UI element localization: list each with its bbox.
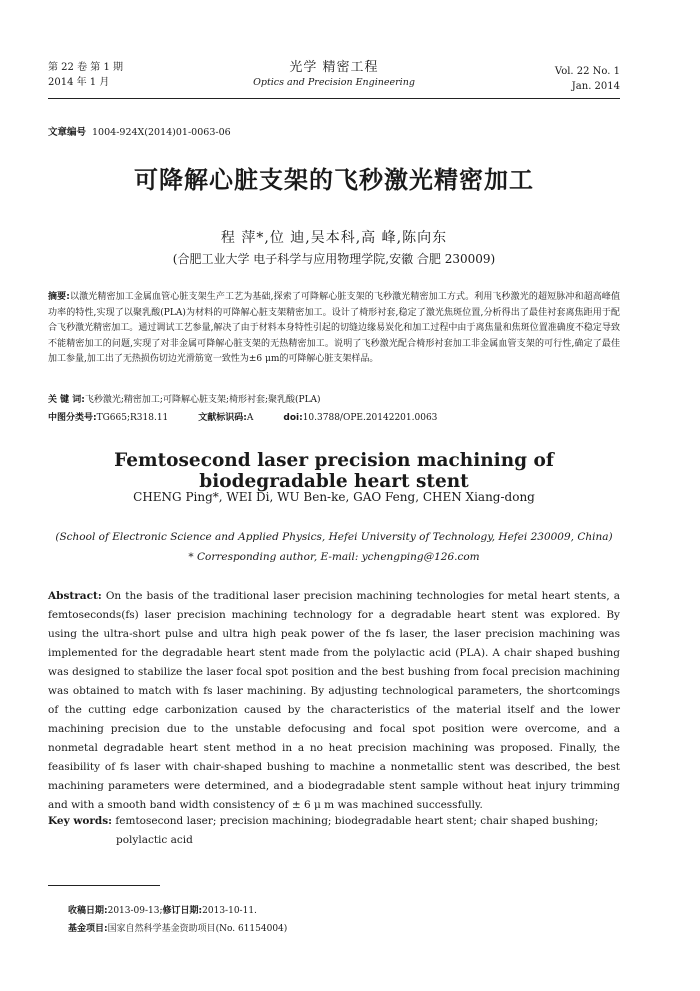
footnote-dates xyxy=(68,903,257,916)
class-value: TG665;R318.11 xyxy=(96,413,169,423)
doi-label: doi: xyxy=(283,413,303,423)
keywords-en xyxy=(48,812,620,850)
abstract-en-label: Abstract: xyxy=(48,590,102,602)
title-cn: 可降解心脏支架的飞秒激光精密加工 xyxy=(134,166,534,194)
affiliation-en: (School of Electronic Science and Applied Physics, Hefei University of Technology, Hefei 230009, China) xyxy=(55,531,613,543)
abstract-cn-label: 摘要: xyxy=(48,292,70,302)
header-divider xyxy=(48,98,620,99)
journal-name-cn: 光学 精密工程 xyxy=(289,60,379,75)
received-value: 2013-09-13; xyxy=(107,906,163,916)
footnote-divider xyxy=(48,885,160,886)
received-label: 收稿日期: xyxy=(68,906,108,916)
abstract-cn xyxy=(48,290,620,368)
keywords-en-line1: femtosecond laser; precision machining; biodegradable heart stent; chair shaped bushing; xyxy=(115,815,599,827)
doc-code-value: A xyxy=(246,413,254,423)
class-label: 中图分类号: xyxy=(48,413,97,423)
doc-code-label: 文献标识码: xyxy=(198,413,247,423)
footnote-funding xyxy=(68,921,287,934)
abstract-en-text: On the basis of the traditional laser precision machining technologies for metal heart stents, a femtoseconds(fs) laser precision machining technology for a degradable heart stent was explored. By using the ultra-short pulse and ultra high peak power of the fs laser, the laser precision machining was implemented for the degradable heart stent made from the polylactic acid (PLA). A chair shaped bushing was designed to stabilize the laser focal spot position and the best bushing from focal precision machining was obtained to match with fs laser machining. By adjusting technological parameters, the shortcomings of the cutting edge carbonization caused by the characteristics of the material itself and the lower machining precision due to the unstable defocusing and focal spot position were overcome, and a nonmetal degradable heart stent method in a no heat precision machining was proposed. Finally, the feasibility of fs laser with chair-shaped bushing to machine a nonmetallic stent was described, the best machining parameters were determined, and a biodegradable stent sample without heat injury trimming and with a smooth band width consistency of ± 6 μ m was machined successfully. xyxy=(48,590,621,811)
corresponding-author: * Corresponding author, E-mail: ychengping@126.com xyxy=(188,551,480,563)
keywords-en-line2: polylactic acid xyxy=(116,834,193,846)
article-number-value: 1004-924X(2014)01-0063-06 xyxy=(92,127,231,138)
running-header xyxy=(48,60,620,94)
revised-label: 修订日期: xyxy=(162,906,203,916)
header-right xyxy=(555,64,620,94)
keywords-cn-label: 关 键 词: xyxy=(48,395,85,405)
abstract-en xyxy=(48,587,620,815)
revised-value: 2013-10-11. xyxy=(202,906,257,916)
volume-en: Vol. 22 No. 1 xyxy=(554,66,620,77)
date-en: Jan. 2014 xyxy=(571,81,620,92)
doi-value: 10.3788/OPE.20142201.0063 xyxy=(302,413,438,423)
fund-value: 国家自然科学基金资助项目(No. 61154004) xyxy=(107,924,288,934)
journal-name-en: Optics and Precision Engineering xyxy=(253,77,415,88)
affiliation-cn: (合肥工业大学 电子科学与应用物理学院,安徽 合肥 230009) xyxy=(172,252,496,266)
article-number xyxy=(48,124,231,138)
volume-cn: 第 22 卷 第 1 期 xyxy=(48,62,123,73)
article-number-label: 文章编号 xyxy=(48,127,87,138)
classification-line xyxy=(48,410,620,423)
title-en: Femtosecond laser precision machining of biodegradable heart stent xyxy=(114,450,554,492)
keywords-cn-text: 飞秒激光;精密加工;可降解心脏支架;椅形衬套;聚乳酸(PLA) xyxy=(84,395,321,405)
header-center xyxy=(48,60,620,89)
fund-label: 基金项目: xyxy=(68,924,108,934)
authors-en: CHENG Ping*, WEI Di, WU Ben-ke, GAO Feng, CHEN Xiang-dong xyxy=(133,490,535,504)
date-cn: 2014 年 1 月 xyxy=(48,77,110,88)
keywords-en-label: Key words: xyxy=(48,815,113,827)
abstract-cn-text: 以激光精密加工金属血管心脏支架生产工艺为基础,探索了可降解心脏支架的飞秒激光精密加工方式。利用飞秒激光的超短脉冲和超高峰值功率的特性,实现了以聚乳酸(PLA)为材料的可降解心脏支架精密加工。设计了椅形衬套,稳定了激光焦斑位置,分析得出了最佳衬套离焦距用于配合飞秒激光精密加工。通过调试工艺参量,解决了由于材料本身特性引起的切缝边缘易炭化和加工过程中由于离焦量和焦斑位置准确度不稳定导致不能精密加工的问题,实现了对非金属可降解心脏支架的无热精密加工。说明了飞秒激光配合椅形衬套加工非金属血管支架的可行性,确定了最佳加工参量,加工出了无热损伤切边光滑筋宽一致性为±6 μm的可降解心脏支架样品。 xyxy=(48,292,620,364)
keywords-cn xyxy=(48,392,620,405)
authors-cn: 程 萍*,位 迪,吴本科,高 峰,陈向东 xyxy=(220,230,448,246)
